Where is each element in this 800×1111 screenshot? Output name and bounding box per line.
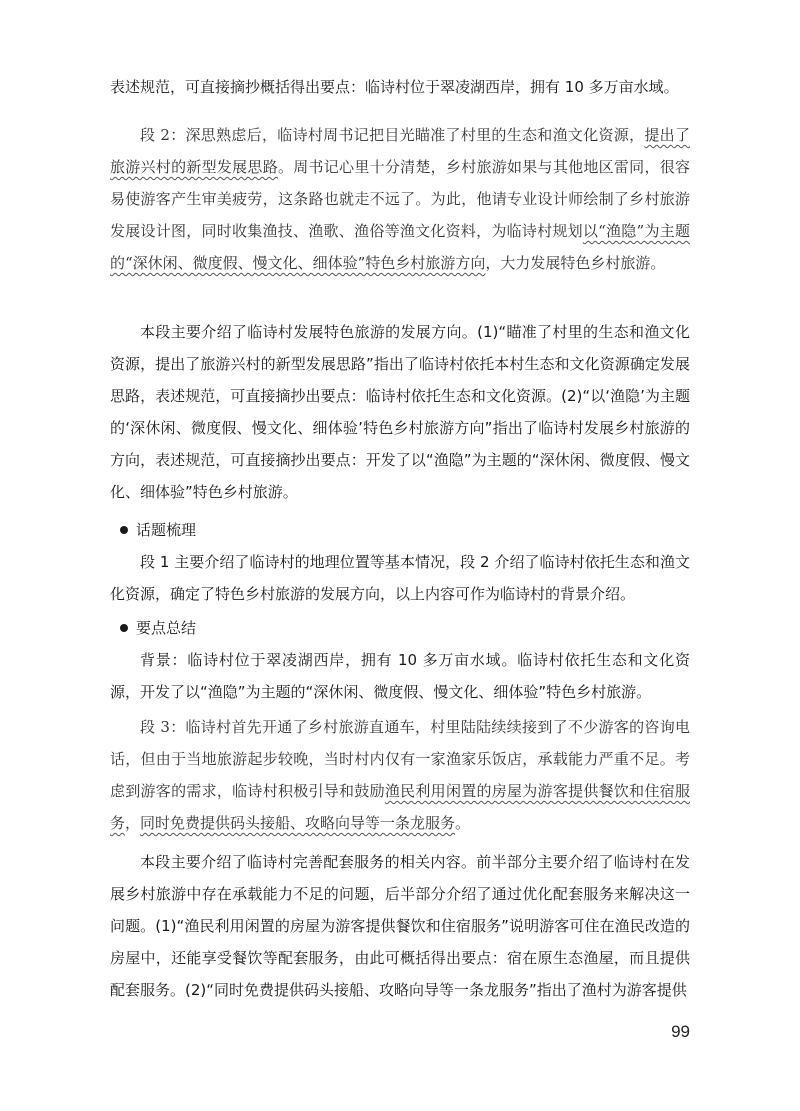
topic-paragraph: 段 1 主要介绍了临诗村的地理位置等基本情况，段 2 介绍了临诗村依托生态和渔文化资源，确定了特色乡村旅游的发展方向，以上内容可作为临诗村的背景介绍。 <box>110 553 690 603</box>
paragraph-text: ，大力发展特色乡村旅游。 <box>485 254 666 272</box>
paragraph-text: 。 <box>455 814 471 832</box>
summary-heading-text: 要点总结 <box>136 619 197 637</box>
paragraph-label: 段 2： <box>140 126 186 144</box>
bullet-icon <box>120 624 128 632</box>
paragraph-text: ， <box>125 814 141 832</box>
bullet-icon <box>120 526 128 534</box>
paragraph-text: 。周书记心里十分清楚，乡村旅游如果与其他地区雷同，很容易使游客产生审美疲劳，这条路也就走不远了。为此，他请专业设计师绘制了乡村旅游发展设计图，同时收集渔技、渔歌、渔俗等渔文化资料，为临诗村规划 <box>110 158 690 240</box>
underlined-phrase: 同时免费提供码头接船、攻略向导等一条龙服务 <box>140 814 456 832</box>
analysis-paragraph-3: 本段主要介绍了临诗村完善配套服务的相关内容。前半部分主要介绍了临诗村在发展乡村旅游中存在承载能力不足的问题，后半部分介绍了通过优化配套服务来解决这一问题。(1)“渔民利用闲置的房屋为游客提供餐饮和住宿服务”说明游客可住在渔民改造的房屋中，还能享受餐饮等配套服务，由此可概括得出要点：宿在原生态渔屋，而且提供配套服务。(2)“同时免费提供码头接船、攻略向导等一条龙服务”指出了渔村为游客提供 <box>110 853 690 999</box>
underlined-phrase: 提出了旅游兴村的新型发展思路 <box>110 126 690 176</box>
summary-heading <box>120 612 196 644</box>
source-paragraph-2 <box>110 119 690 279</box>
underlined-phrase: 渔民利用闲置的房屋为游客提供餐饮和住宿服务 <box>110 782 690 832</box>
source-paragraph-3 <box>110 711 690 839</box>
text-line-top: 表述规范，可直接摘抄概括得出要点：临诗村位于翠凌湖西岸，拥有 10 多万亩水域。 <box>110 78 679 96</box>
summary-paragraph: 背景：临诗村位于翠凌湖西岸，拥有 10 多万亩水域。临诗村依托生态和文化资源，开发了以“渔隐”为主题的“深休闲、微度假、慢文化、细体验”特色乡村旅游。 <box>110 651 690 701</box>
topic-heading-text: 话题梳理 <box>136 521 197 539</box>
page-number: 99 <box>671 1022 690 1041</box>
underlined-phrase: 以“渔隐”为主题的“深休闲、微度假、慢文化、细体验”特色乡村旅游方向 <box>110 222 690 272</box>
paragraph-text: 临诗村首先开通了乡村旅游直通车，村里陆陆续续接到了不少游客的咨询电话，但由于当地旅游起步较晚，当时村内仅有一家渔家乐饭店，承载能力严重不足。考虑到游客的需求，临诗村积极引导和鼓励 <box>110 718 690 800</box>
analysis-paragraph-2: 本段主要介绍了临诗村发展特色旅游的发展方向。(1)“瞄准了村里的生态和渔文化资源，提出了旅游兴村的新型发展思路”指出了临诗村依托本村生态和文化资源确定发展思路，表述规范，可直接摘抄出要点：临诗村依托生态和文化资源。(2)“以‘渔隐’为主题的‘深休闲、微度假、慢文化、细体验’特色乡村旅游方向”指出了临诗村发展乡村旅游的方向，表述规范，可直接摘抄出要点：开发了以“渔隐”为主题的“深休闲、微度假、慢文化、细体验”特色乡村旅游。 <box>110 323 690 501</box>
paragraph-text: 深思熟虑后，临诗村周书记把目光瞄准了村里的生态和渔文化资源， <box>185 126 645 144</box>
topic-heading <box>120 514 196 546</box>
paragraph-label: 段 3： <box>140 718 186 736</box>
